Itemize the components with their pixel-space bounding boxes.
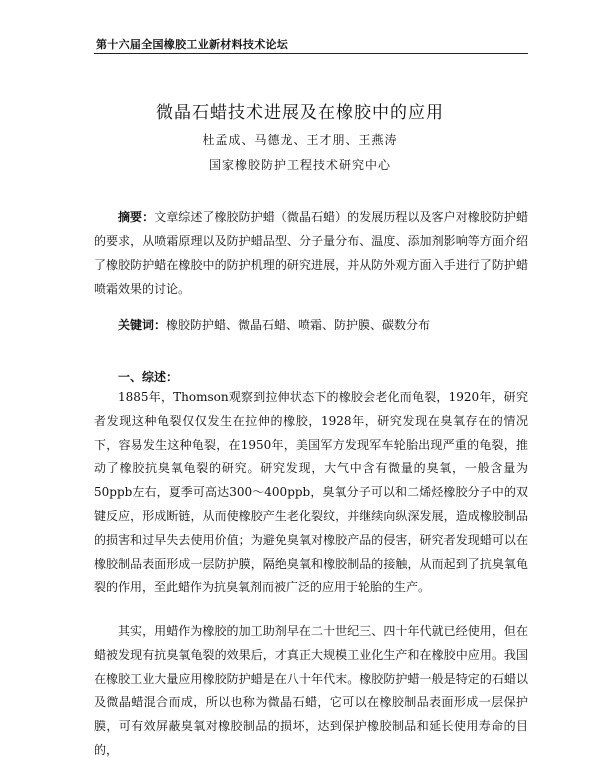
affiliation: 国家橡胶防护工程技术研究中心 [208, 158, 391, 172]
keywords-text: 橡胶防护蜡、微晶石蜡、喷霜、防护膜、碳数分布 [166, 318, 431, 332]
body-paragraph: 其实，用蜡作为橡胶的加工助剂早在二十世纪三、四十年代就已经使用，但在蜡被发现有抗臭氧龟裂的效果后，才真正大规模工业化生产和在橡胶中应用。我国在橡胶工业大量应用橡胶防护蜡是在八十年代末。橡胶防护蜡一般是特定的石蜡以及微晶蜡混合而成，所以也称为微晶石蜡，它可以在橡胶制品表面形成一层保护膜，可有效屏蔽臭氧对橡胶制品的损坏，达到保护橡胶制品和延长使用寿命的目的， [94, 624, 528, 757]
abstract-label: 摘要： [118, 210, 155, 224]
keywords-label: 关键词： [118, 318, 167, 332]
authors: 杜孟成、马德龙、王才朋、王燕涛 [202, 133, 398, 147]
abstract [94, 205, 528, 301]
abstract-text: 文章综述了橡胶防护蜡（微晶石蜡）的发展历程以及客户对橡胶防护蜡的要求，从喷霜原理以及防护蜡品型、分子量分布、温度、添加剂影响等方面介绍了橡胶防护蜡在橡胶中的防护机理的研究进展，并从防外观方面入手进行了防护蜡喷霜效果的讨论。 [94, 210, 528, 296]
keywords [118, 315, 528, 335]
running-header: 第十六届全国橡胶工业新材料技术论坛 [96, 38, 289, 51]
section-heading: 一、综述： [118, 370, 179, 384]
header-rule [94, 53, 528, 54]
paper-title: 微晶石蜡技术进展及在橡胶中的应用 [156, 103, 444, 123]
body-paragraph: 1885年，Thomson观察到拉伸状态下的橡胶会老化而龟裂，1920年，研究者发现这种龟裂仅仅发生在拉伸的橡胶，1928年，研究发现在臭氧存在的情况下，容易发生这种龟裂，在1950年，美国军方发现军车轮胎出现严重的龟裂，推动了橡胶抗臭氧龟裂的研究。研究发现，大气中含有微量的臭氧，一般含量为50ppb左右，夏季可高达300～400ppb，臭氧分子可以和二烯烃橡胶分子中的双键反应，形成断链，从而使橡胶产生老化裂纹，并继续向纵深发展，造成橡胶制品的损害和过早失去使用价值；为避免臭氧对橡胶产品的侵害，研究者发现蜡可以在橡胶制品表面形成一层防护膜，隔绝臭氧和橡胶制品的接触，从而起到了抗臭氧龟裂的作用，至此蜡作为抗臭氧剂而被广泛的应用于轮胎的生产。 [94, 390, 528, 595]
